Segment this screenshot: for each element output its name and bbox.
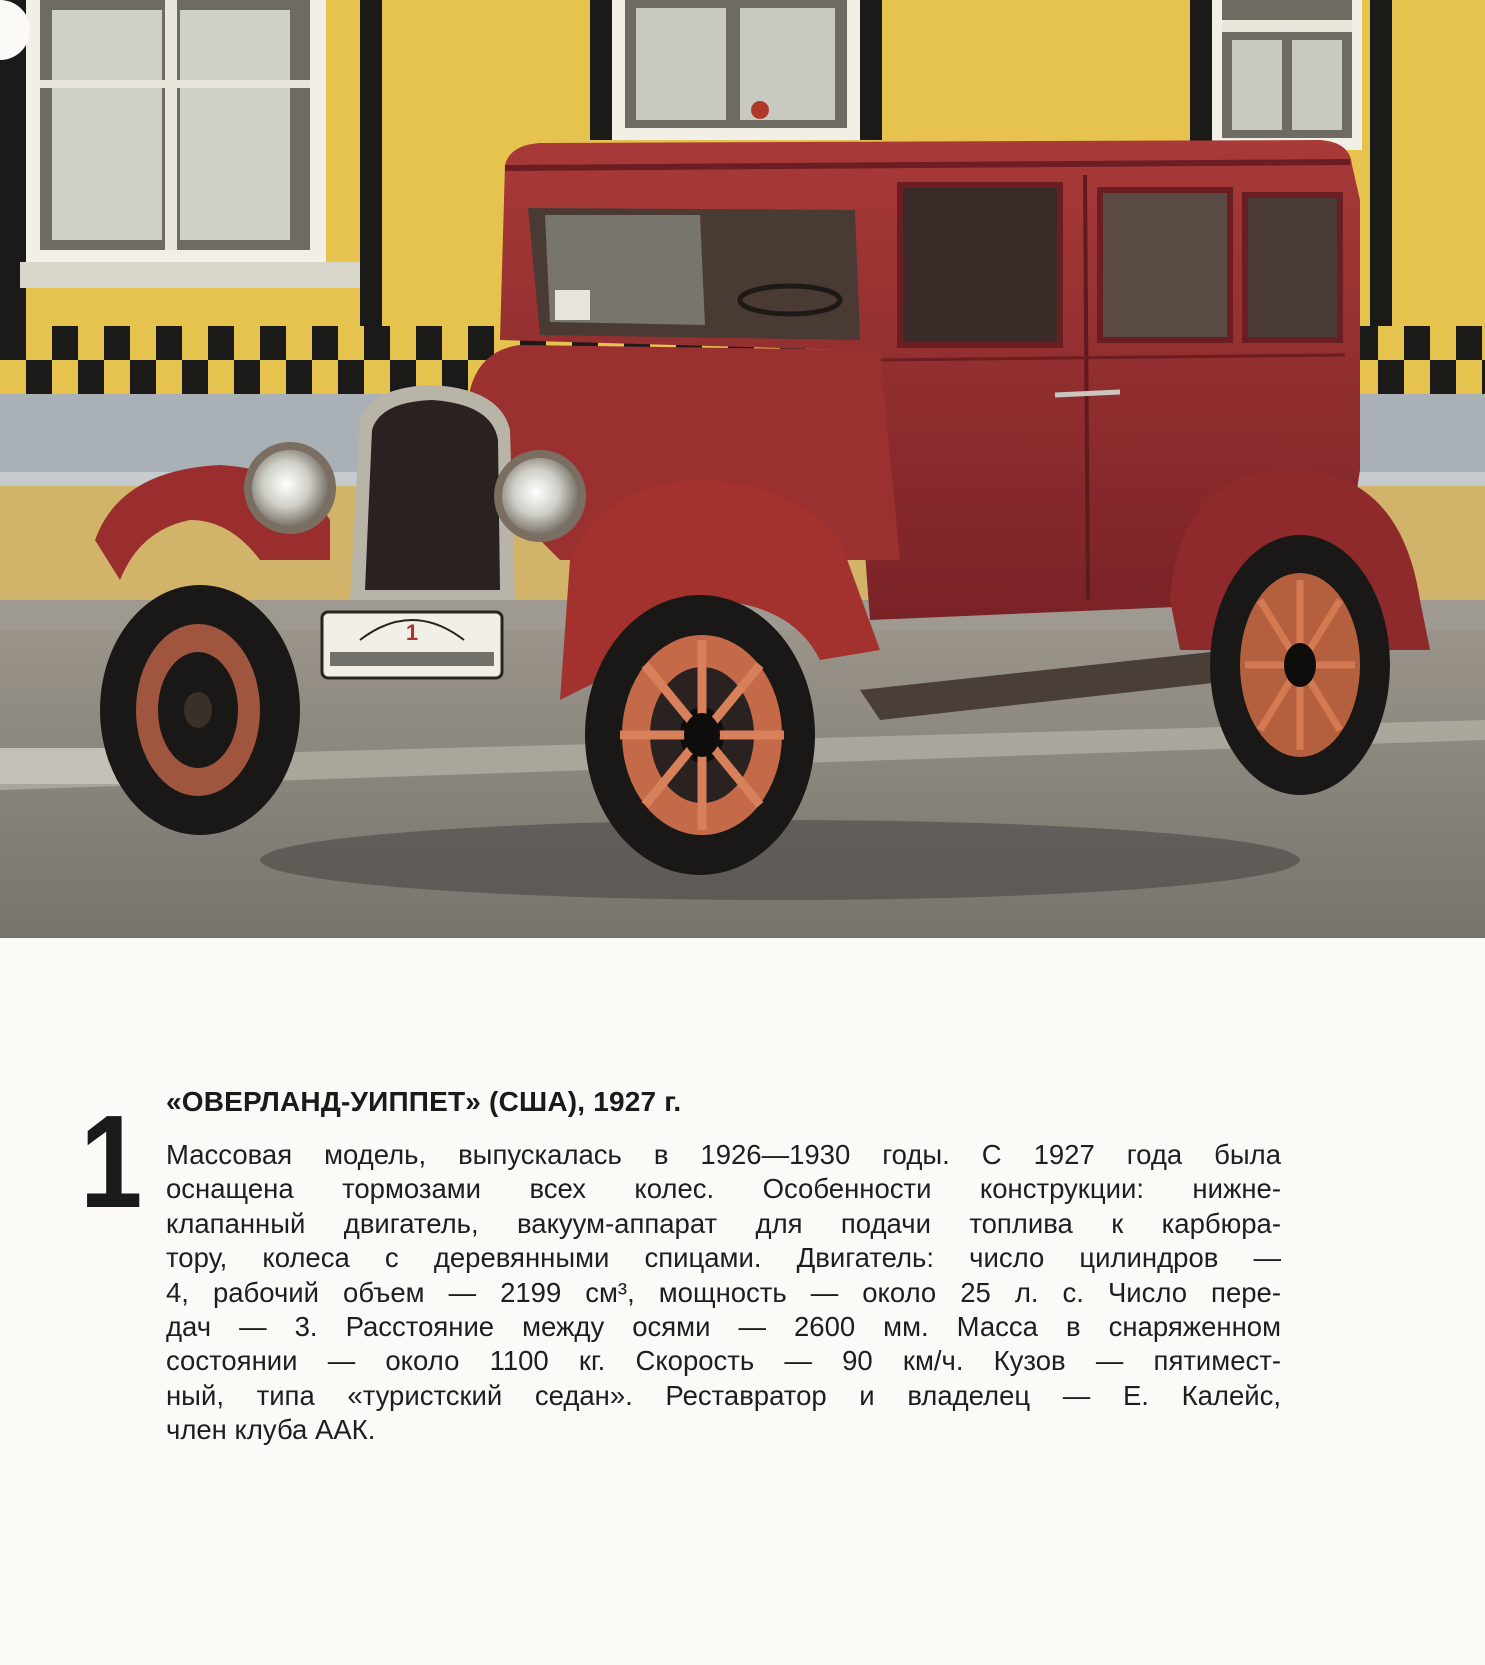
wheel-front-left [100,585,300,835]
rally-plate-number: 1 [405,620,419,645]
card-description [166,1138,1281,1448]
description-line: клапанный двигатель, вакуум-аппарат для подачи топлива к карбюра- [166,1207,1281,1239]
description-line: тору, колеса с деревянными спицами. Двигатель: число цилиндров — [166,1242,1281,1274]
caption-panel [0,938,1485,1665]
description-line: 4, рабочий объем — 2199 см³, мощность — около 25 л. с. Число пере- [166,1276,1281,1308]
card-title: «ОВЕРЛАНД-УИППЕТ» (США), 1927 г. [166,1086,682,1117]
building-window-right [1212,0,1362,150]
card-number: 1 [80,1088,140,1235]
wheel-front-right [585,595,815,875]
description-line: Массовая модель, выпускалась в 1926—1930 годы. С 1927 года была [166,1139,1281,1170]
description-line: член клуба ААК. [166,1414,376,1446]
building-window-center [612,0,860,140]
description-line: состоянии — около 1100 кг. Скорость — 90 км/ч. Кузов — пятимест- [166,1345,1281,1377]
description-line: ный, типа «туристский седан». Реставратор и владелец — Е. Калейс, [166,1379,1281,1411]
wheel-rear [1210,535,1390,795]
building-window-left [20,0,360,288]
description-line: оснащена тормозами всех колес. Особенности конструкции: нижне- [166,1173,1281,1205]
description-line: дач — 3. Расстояние между осями — 2600 мм. Масса в снаряженном [166,1311,1281,1343]
